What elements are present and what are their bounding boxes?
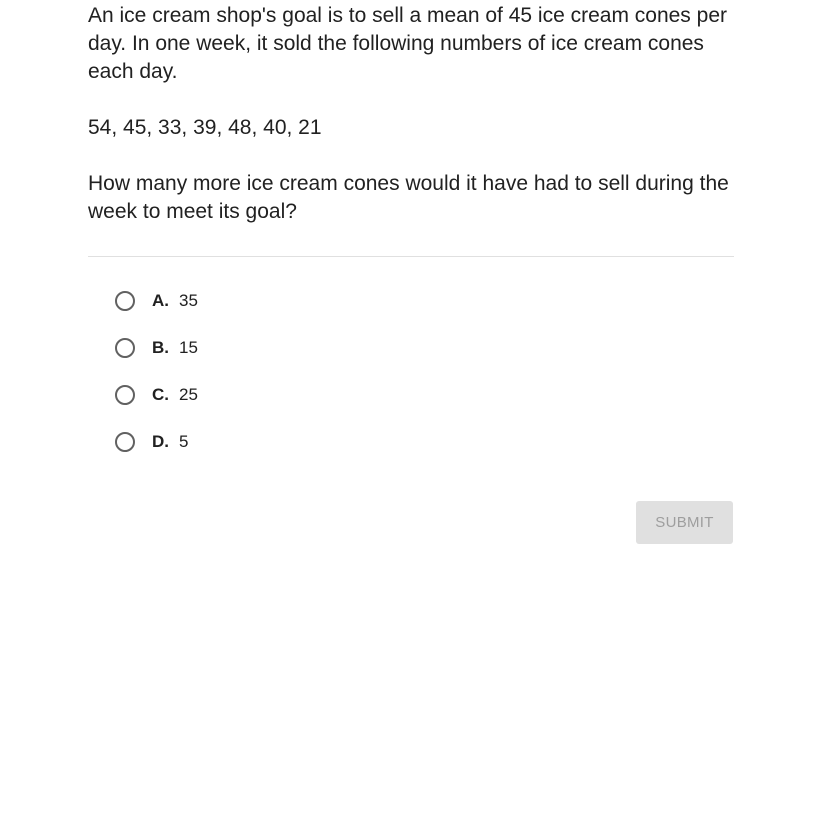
radio-button-icon[interactable] <box>115 291 135 311</box>
question-block <box>88 2 738 226</box>
question-data-values: 54, 45, 33, 39, 48, 40, 21 <box>88 116 322 139</box>
choice-text: 25 <box>179 385 198 404</box>
submit-button[interactable]: SUBMIT <box>636 501 733 544</box>
choice-a[interactable] <box>115 288 198 314</box>
radio-button-icon[interactable] <box>115 432 135 452</box>
question-prompt: How many more ice cream cones would it have had to sell during the week to meet its goal? <box>88 172 729 223</box>
question-intro: An ice cream shop's goal is to sell a mean of 45 ice cream cones per day. In one week, it sold the following numbers of ice cream cones each day. <box>88 4 727 83</box>
choice-letter: D. <box>152 432 169 451</box>
radio-button-icon[interactable] <box>115 385 135 405</box>
choice-text: 15 <box>179 338 198 357</box>
answer-choices <box>115 288 198 476</box>
choice-text: 35 <box>179 291 198 310</box>
choice-text: 5 <box>179 432 189 451</box>
choice-b[interactable] <box>115 335 198 361</box>
choice-letter: A. <box>152 291 169 310</box>
radio-button-icon[interactable] <box>115 338 135 358</box>
choice-d[interactable] <box>115 429 198 455</box>
choice-letter: C. <box>152 385 169 404</box>
divider <box>88 256 734 257</box>
choice-c[interactable] <box>115 382 198 408</box>
choice-letter: B. <box>152 338 169 357</box>
